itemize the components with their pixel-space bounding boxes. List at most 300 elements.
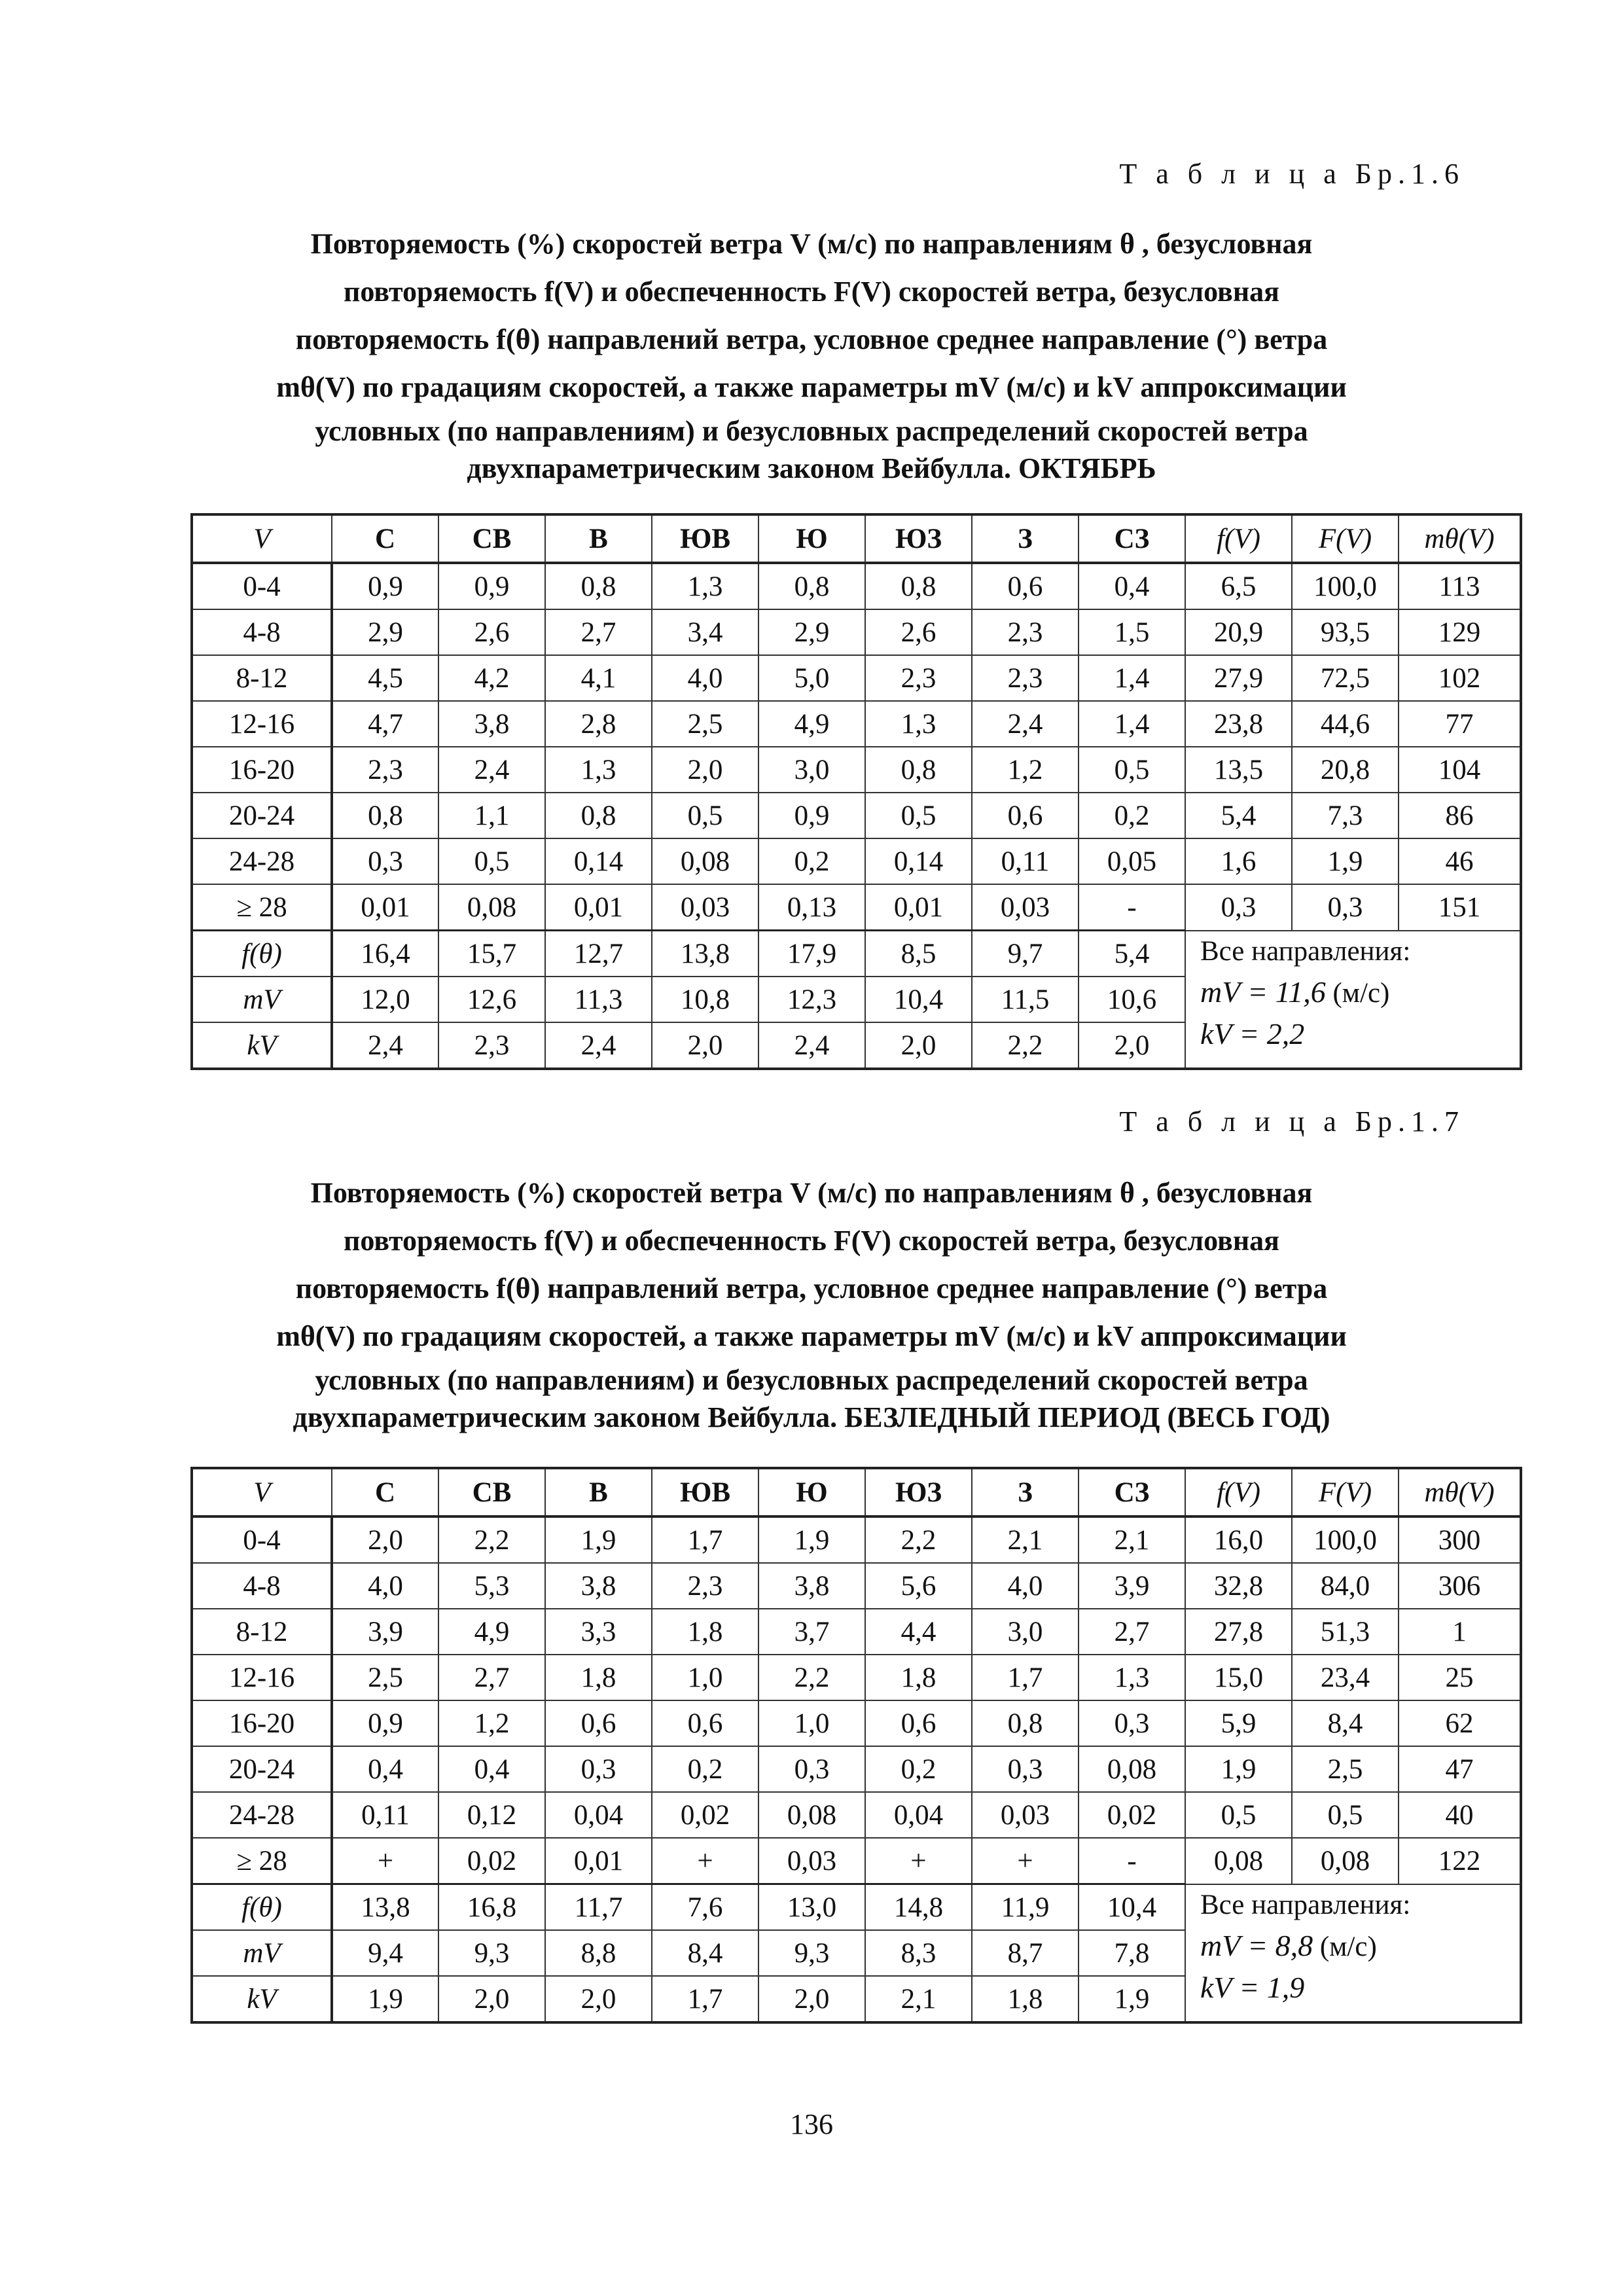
- table-cell: 2,3: [865, 655, 972, 701]
- table-cell: 3,9: [1079, 1563, 1185, 1609]
- table-cell: 3,7: [758, 1609, 865, 1655]
- row-label: 12-16: [192, 701, 332, 747]
- table-cell: 4,7: [332, 701, 438, 747]
- table-cell: 20,8: [1292, 747, 1399, 793]
- table-cell: 2,0: [652, 747, 758, 793]
- table-cell: 11,7: [545, 1884, 652, 1931]
- table-cell: 2,4: [332, 1022, 438, 1069]
- table-cell: 0,04: [545, 1792, 652, 1838]
- table-cell: 3,0: [758, 747, 865, 793]
- table-cell: 0,08: [438, 884, 545, 931]
- row-label: 0-4: [192, 1516, 332, 1563]
- table-cell: -: [1079, 884, 1185, 931]
- parameter-row: [192, 931, 1521, 977]
- table-cell: 0,3: [545, 1746, 652, 1792]
- table-cell: 0,2: [865, 1746, 972, 1792]
- table-cell: 8,7: [972, 1930, 1079, 1976]
- caption-line: двухпараметрическим законом Вейбулла. БЕЗЛЕДНЫЙ ПЕРИОД (ВЕСЬ ГОД): [293, 1401, 1330, 1433]
- table-cell: 2,4: [545, 1022, 652, 1069]
- table-cell: 1,0: [652, 1655, 758, 1700]
- table-cell: 2,1: [972, 1516, 1079, 1563]
- table-cell: 2,0: [758, 1976, 865, 2022]
- parameter-label: f(θ): [192, 1884, 332, 1931]
- table-cell: 0,4: [438, 1746, 545, 1792]
- table-cell: 0,5: [652, 793, 758, 838]
- row-label: 4-8: [192, 1563, 332, 1609]
- m-unit: (м/с): [1319, 1931, 1377, 1962]
- table-cell: 1,3: [1079, 1655, 1185, 1700]
- caption-line: повторяемость f(θ) направлений ветра, условное среднее направление (°) ветра: [295, 1272, 1328, 1304]
- table-cell: 51,3: [1292, 1609, 1399, 1655]
- table-cell: 0,5: [865, 793, 972, 838]
- table-cell: 3,9: [332, 1609, 438, 1655]
- table-cell: 6,5: [1185, 563, 1292, 609]
- table-cell: 2,9: [758, 609, 865, 655]
- table-cell: 0,08: [1292, 1838, 1399, 1884]
- table-cell: 0,14: [545, 838, 652, 884]
- table-cell: 8,3: [865, 1930, 972, 1976]
- table-cell: 0,14: [865, 838, 972, 884]
- wind-table-october: [190, 513, 1522, 1070]
- k-value: = 1,9: [1239, 1970, 1305, 2004]
- row-label: ≥ 28: [192, 1838, 332, 1884]
- table-row: [192, 701, 1521, 747]
- table-cell: 1,8: [865, 1655, 972, 1700]
- table-body: [192, 1468, 1521, 2022]
- table-cell: 1,3: [545, 747, 652, 793]
- table-cell: 2,2: [438, 1516, 545, 1563]
- table-row: [192, 609, 1521, 655]
- column-header: V: [192, 514, 332, 563]
- column-header: З: [972, 1468, 1079, 1516]
- table-cell: 0,8: [758, 563, 865, 609]
- column-header: ЮВ: [652, 514, 758, 563]
- table-row: [192, 1516, 1521, 1563]
- table-cell: 2,0: [652, 1022, 758, 1069]
- column-header: СЗ: [1079, 514, 1185, 563]
- row-label: 12-16: [192, 1655, 332, 1700]
- table-cell: 1,2: [972, 747, 1079, 793]
- table-cell: 17,9: [758, 931, 865, 977]
- table-cell: 0,6: [972, 563, 1079, 609]
- table-cell: 4,4: [865, 1609, 972, 1655]
- table-cell: 122: [1399, 1838, 1521, 1884]
- table-cell: 0,08: [1079, 1746, 1185, 1792]
- table-cell: 0,13: [758, 884, 865, 931]
- table-cell: +: [332, 1838, 438, 1884]
- column-header: Ю: [758, 514, 865, 563]
- table-cell: 2,0: [438, 1976, 545, 2022]
- table-cell: 0,6: [972, 793, 1079, 838]
- table-cell: 8,5: [865, 931, 972, 977]
- table-cell: 1,7: [652, 1976, 758, 2022]
- k-value: = 2,2: [1239, 1016, 1305, 1050]
- all-directions-m-line: [1200, 972, 1520, 1014]
- table-cell: 3,8: [758, 1563, 865, 1609]
- table-cell: 0,5: [1185, 1792, 1292, 1838]
- table-cell: 32,8: [1185, 1563, 1292, 1609]
- column-header: mθ(V): [1399, 1468, 1521, 1516]
- table-cell: +: [865, 1838, 972, 1884]
- table-cell: 5,4: [1079, 931, 1185, 977]
- table-cell: 15,7: [438, 931, 545, 977]
- m-unit: (м/с): [1332, 977, 1390, 1009]
- table-cell: 2,0: [332, 1516, 438, 1563]
- all-directions-box: [1185, 1884, 1521, 2023]
- table-cell: 4,0: [332, 1563, 438, 1609]
- table-cell: 4,2: [438, 655, 545, 701]
- table-row: [192, 793, 1521, 838]
- table-cell: 23,8: [1185, 701, 1292, 747]
- table-cell: 1,4: [1079, 655, 1185, 701]
- table-cell: 15,0: [1185, 1655, 1292, 1700]
- table-cell: 25: [1399, 1655, 1521, 1700]
- caption-line: Повторяемость (%) скоростей ветра V (м/с) по направлениям θ , безусловная: [310, 228, 1313, 260]
- table-cell: 2,4: [972, 701, 1079, 747]
- table-cell: 0,04: [865, 1792, 972, 1838]
- all-directions-title: Все направления:: [1200, 1889, 1411, 1920]
- column-header: Ю: [758, 1468, 865, 1516]
- table-cell: 2,0: [545, 1976, 652, 2022]
- table-cell: 0,2: [758, 838, 865, 884]
- k-label: kV: [1200, 1016, 1232, 1050]
- table-cell: 27,9: [1185, 655, 1292, 701]
- table-cell: 1,7: [652, 1516, 758, 1563]
- table-cell: 5,0: [758, 655, 865, 701]
- table-cell: 16,8: [438, 1884, 545, 1931]
- table-cell: 0,03: [652, 884, 758, 931]
- parameter-label: kV: [192, 1022, 332, 1069]
- table-cell: 0,4: [332, 1746, 438, 1792]
- table-cell: 2,4: [438, 747, 545, 793]
- table-cell: 77: [1399, 701, 1521, 747]
- table-cell: 2,1: [865, 1976, 972, 2022]
- table-cell: 1,2: [438, 1700, 545, 1746]
- all-directions-title: Все направления:: [1200, 935, 1411, 967]
- table-cell: 2,7: [1079, 1609, 1185, 1655]
- table-cell: 0,3: [1292, 884, 1399, 931]
- table-cell: 62: [1399, 1700, 1521, 1746]
- column-header: F(V): [1292, 1468, 1399, 1516]
- table-cell: +: [652, 1838, 758, 1884]
- table-cell: 9,4: [332, 1930, 438, 1976]
- column-header: З: [972, 514, 1079, 563]
- table-cell: 0,9: [438, 563, 545, 609]
- table-cell: 0,02: [438, 1838, 545, 1884]
- table-cell: 20,9: [1185, 609, 1292, 655]
- table-body: [192, 514, 1521, 1069]
- table-cell: 1,4: [1079, 701, 1185, 747]
- column-header: С: [332, 1468, 438, 1516]
- table-cell: 1,7: [972, 1655, 1079, 1700]
- row-label: 16-20: [192, 747, 332, 793]
- table-cell: 0,9: [332, 1700, 438, 1746]
- table-cell: 0,01: [332, 884, 438, 931]
- table-cell: 0,8: [865, 747, 972, 793]
- row-label: 8-12: [192, 1609, 332, 1655]
- table-cell: 2,4: [758, 1022, 865, 1069]
- k-label: kV: [1200, 1970, 1232, 2004]
- table-row: [192, 1563, 1521, 1609]
- table-cell: 0,5: [1079, 747, 1185, 793]
- table-cell: 0,11: [332, 1792, 438, 1838]
- table-cell: 0,8: [865, 563, 972, 609]
- table-cell: 16,4: [332, 931, 438, 977]
- table-cell: 0,9: [332, 563, 438, 609]
- table-cell: 1,9: [758, 1516, 865, 1563]
- table-cell: 11,9: [972, 1884, 1079, 1931]
- table-cell: 12,3: [758, 977, 865, 1022]
- table-label: Т а б л и ц а Бр.1.7: [1119, 1105, 1465, 1138]
- table-cell: +: [972, 1838, 1079, 1884]
- table-cell: 1,9: [545, 1516, 652, 1563]
- table-cell: 2,8: [545, 701, 652, 747]
- row-label: 24-28: [192, 838, 332, 884]
- table-cell: 7,8: [1079, 1930, 1185, 1976]
- wind-table-ice-free-period: [190, 1467, 1522, 2024]
- all-directions-k-line: [1200, 1967, 1520, 2009]
- table-cell: 113: [1399, 563, 1521, 609]
- table-cell: 5,9: [1185, 1700, 1292, 1746]
- table-cell: 100,0: [1292, 563, 1399, 609]
- table-caption: [196, 1169, 1427, 1435]
- table-cell: 0,9: [758, 793, 865, 838]
- table-cell: 0,01: [545, 884, 652, 931]
- table-cell: 13,8: [652, 931, 758, 977]
- column-header: В: [545, 514, 652, 563]
- table-row: [192, 1792, 1521, 1838]
- table-label: Т а б л и ц а Бр.1.6: [1119, 158, 1465, 190]
- column-header: СВ: [438, 1468, 545, 1516]
- table-cell: 0,03: [972, 884, 1079, 931]
- table-cell: 4,9: [758, 701, 865, 747]
- column-header: ЮЗ: [865, 514, 972, 563]
- table-cell: 2,0: [1079, 1022, 1185, 1069]
- caption-line: Повторяемость (%) скоростей ветра V (м/с) по направлениям θ , безусловная: [310, 1177, 1313, 1209]
- table-cell: 0,3: [758, 1746, 865, 1792]
- table-cell: 0,8: [545, 563, 652, 609]
- table-cell: 1,8: [545, 1655, 652, 1700]
- table-cell: 0,01: [865, 884, 972, 931]
- table-cell: 13,5: [1185, 747, 1292, 793]
- table-cell: 44,6: [1292, 701, 1399, 747]
- table-cell: 306: [1399, 1563, 1521, 1609]
- table-row: [192, 563, 1521, 609]
- table-cell: 4,0: [972, 1563, 1079, 1609]
- table-cell: 1: [1399, 1609, 1521, 1655]
- table-cell: 4,9: [438, 1609, 545, 1655]
- table-cell: 3,8: [545, 1563, 652, 1609]
- table-row: [192, 884, 1521, 931]
- column-header: F(V): [1292, 514, 1399, 563]
- table-cell: 0,12: [438, 1792, 545, 1838]
- table-cell: 13,8: [332, 1884, 438, 1931]
- table-cell: 151: [1399, 884, 1521, 931]
- table-cell: 1,3: [865, 701, 972, 747]
- table-row: [192, 838, 1521, 884]
- table-cell: 0,3: [1185, 884, 1292, 931]
- table-cell: 7,6: [652, 1884, 758, 1931]
- parameter-row: [192, 1884, 1521, 1931]
- table-cell: 2,3: [972, 609, 1079, 655]
- column-header: СЗ: [1079, 1468, 1185, 1516]
- table-cell: 0,11: [972, 838, 1079, 884]
- all-directions-box: [1185, 931, 1521, 1069]
- row-label: 4-8: [192, 609, 332, 655]
- caption-line: условных (по направлениям) и безусловных распределений скоростей ветра: [315, 1364, 1308, 1396]
- table-cell: 0,8: [332, 793, 438, 838]
- table-cell: 1,9: [1292, 838, 1399, 884]
- table-cell: 2,7: [438, 1655, 545, 1700]
- table-cell: 0,08: [652, 838, 758, 884]
- m-value: = 8,8: [1247, 1928, 1313, 1962]
- table-cell: 1,0: [758, 1700, 865, 1746]
- table-cell: 2,1: [1079, 1516, 1185, 1563]
- table-cell: 12,0: [332, 977, 438, 1022]
- table-cell: 2,5: [332, 1655, 438, 1700]
- caption-line: повторяемость f(θ) направлений ветра, условное среднее направление (°) ветра: [295, 323, 1328, 355]
- table-row: [192, 1700, 1521, 1746]
- table-cell: 3,0: [972, 1609, 1079, 1655]
- table-cell: 0,8: [972, 1700, 1079, 1746]
- table-cell: 8,4: [1292, 1700, 1399, 1746]
- table-row: [192, 1746, 1521, 1792]
- caption-line: повторяемость f(V) и обеспеченность F(V) скоростей ветра, безусловная: [344, 1225, 1279, 1257]
- table-cell: 12,6: [438, 977, 545, 1022]
- table-cell: 2,3: [438, 1022, 545, 1069]
- table-cell: 0,6: [652, 1700, 758, 1746]
- table-cell: 0,6: [545, 1700, 652, 1746]
- all-directions-m-line: [1200, 1926, 1520, 1967]
- table-cell: 0,03: [972, 1792, 1079, 1838]
- table-row: [192, 747, 1521, 793]
- table-cell: 5,6: [865, 1563, 972, 1609]
- table-cell: 2,2: [865, 1516, 972, 1563]
- table-cell: -: [1079, 1838, 1185, 1884]
- table-cell: 10,4: [1079, 1884, 1185, 1931]
- table-cell: 9,7: [972, 931, 1079, 977]
- table-cell: 100,0: [1292, 1516, 1399, 1563]
- table-cell: 10,8: [652, 977, 758, 1022]
- table-cell: 11,5: [972, 977, 1079, 1022]
- table-cell: 0,4: [1079, 563, 1185, 609]
- table-cell: 4,5: [332, 655, 438, 701]
- table-cell: 8,4: [652, 1930, 758, 1976]
- table-cell: 0,02: [652, 1792, 758, 1838]
- table-cell: 2,5: [1292, 1746, 1399, 1792]
- m-label: mV: [1200, 975, 1241, 1009]
- caption-line: условных (по направлениям) и безусловных распределений скоростей ветра: [315, 415, 1308, 447]
- m-value: = 11,6: [1247, 975, 1326, 1009]
- parameter-label: mV: [192, 977, 332, 1022]
- table-cell: 13,0: [758, 1884, 865, 1931]
- table-row: [192, 1838, 1521, 1884]
- table-cell: 3,3: [545, 1609, 652, 1655]
- table-cell: 0,3: [972, 1746, 1079, 1792]
- row-label: 20-24: [192, 793, 332, 838]
- table-cell: 0,8: [545, 793, 652, 838]
- column-header: f(V): [1185, 514, 1292, 563]
- table-cell: 300: [1399, 1516, 1521, 1563]
- table-cell: 9,3: [758, 1930, 865, 1976]
- table-cell: 10,6: [1079, 977, 1185, 1022]
- table-cell: 4,0: [652, 655, 758, 701]
- row-label: 20-24: [192, 1746, 332, 1792]
- table-cell: 2,3: [652, 1563, 758, 1609]
- table-cell: 1,5: [1079, 609, 1185, 655]
- table-caption: [196, 220, 1427, 486]
- parameter-label: mV: [192, 1930, 332, 1976]
- table-cell: 0,6: [865, 1700, 972, 1746]
- column-header: ЮВ: [652, 1468, 758, 1516]
- table-cell: 11,3: [545, 977, 652, 1022]
- table-cell: 0,08: [758, 1792, 865, 1838]
- table-cell: 129: [1399, 609, 1521, 655]
- table-cell: 0,2: [652, 1746, 758, 1792]
- table-cell: 104: [1399, 747, 1521, 793]
- table-row: [192, 655, 1521, 701]
- table-cell: 10,4: [865, 977, 972, 1022]
- table-cell: 8,8: [545, 1930, 652, 1976]
- table-cell: 102: [1399, 655, 1521, 701]
- table-cell: 0,5: [438, 838, 545, 884]
- header-row: [192, 514, 1521, 563]
- table-cell: 0,08: [1185, 1838, 1292, 1884]
- table-cell: 0,5: [1292, 1792, 1399, 1838]
- table-cell: 2,9: [332, 609, 438, 655]
- table-row: [192, 1655, 1521, 1700]
- table-cell: 84,0: [1292, 1563, 1399, 1609]
- table-cell: 2,0: [865, 1022, 972, 1069]
- table-cell: 2,5: [652, 701, 758, 747]
- header-row: [192, 1468, 1521, 1516]
- table-cell: 47: [1399, 1746, 1521, 1792]
- table-cell: 1,9: [332, 1976, 438, 2022]
- row-label: 0-4: [192, 563, 332, 609]
- table-cell: 4,1: [545, 655, 652, 701]
- table-cell: 5,4: [1185, 793, 1292, 838]
- table-cell: 3,8: [438, 701, 545, 747]
- table-cell: 12,7: [545, 931, 652, 977]
- column-header: mθ(V): [1399, 514, 1521, 563]
- table-cell: 5,3: [438, 1563, 545, 1609]
- table-cell: 0,02: [1079, 1792, 1185, 1838]
- column-header: ЮЗ: [865, 1468, 972, 1516]
- table-cell: 2,2: [972, 1022, 1079, 1069]
- table-cell: 23,4: [1292, 1655, 1399, 1700]
- table-cell: 0,2: [1079, 793, 1185, 838]
- m-label: mV: [1200, 1928, 1241, 1962]
- table-cell: 0,03: [758, 1838, 865, 1884]
- caption-line: mθ(V) по градациям скоростей, а также параметры mV (м/с) и kV аппроксимации: [276, 1320, 1347, 1352]
- table-cell: 0,01: [545, 1838, 652, 1884]
- table-cell: 72,5: [1292, 655, 1399, 701]
- table-cell: 2,6: [865, 609, 972, 655]
- caption-line: повторяемость f(V) и обеспеченность F(V) скоростей ветра, безусловная: [344, 276, 1279, 308]
- table-row: [192, 1609, 1521, 1655]
- table-cell: 9,3: [438, 1930, 545, 1976]
- table-cell: 2,7: [545, 609, 652, 655]
- table-cell: 0,05: [1079, 838, 1185, 884]
- column-header: V: [192, 1468, 332, 1516]
- table-cell: 1,8: [652, 1609, 758, 1655]
- table-cell: 16,0: [1185, 1516, 1292, 1563]
- caption-line: mθ(V) по градациям скоростей, а также параметры mV (м/с) и kV аппроксимации: [276, 371, 1347, 403]
- row-label: 8-12: [192, 655, 332, 701]
- caption-line: двухпараметрическим законом Вейбулла. ОКТЯБРЬ: [467, 452, 1156, 484]
- table-cell: 27,8: [1185, 1609, 1292, 1655]
- table-cell: 7,3: [1292, 793, 1399, 838]
